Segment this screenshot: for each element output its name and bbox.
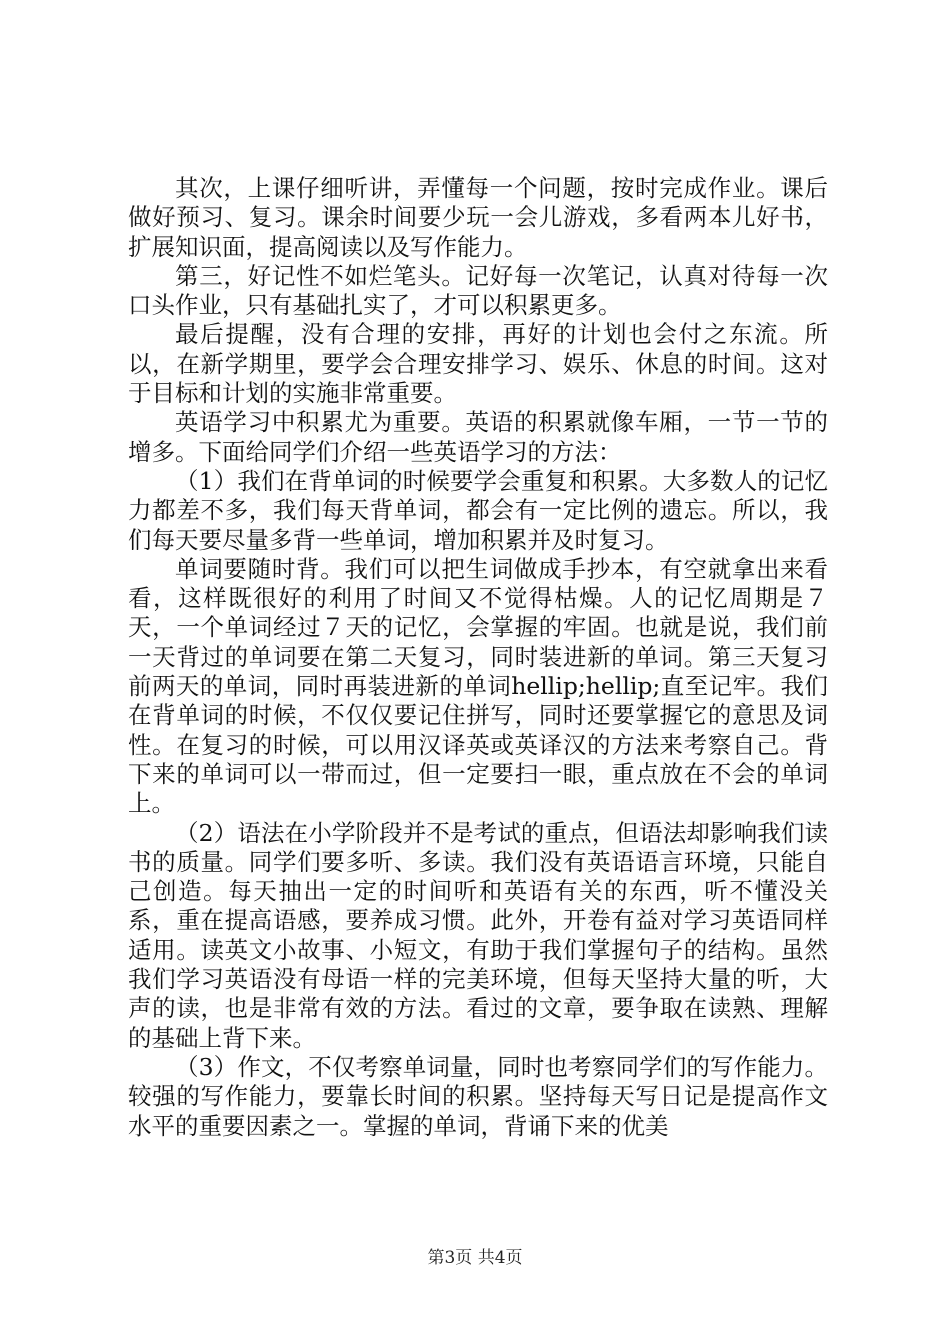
page-footer: 第3页 共4页 [427,1248,523,1268]
paragraph: （1）我们在背单词的时候要学会重复和积累。大多数人的记忆力都差不多，我们每天背单词，都会有一定比例的遗忘。所以，我们每天要尽量多背一些单词，增加积累并及时复习。 [128,466,828,554]
paragraph: 最后提醒，没有合理的安排，再好的计划也会付之东流。所以，在新学期里，要学会合理安排学习、娱乐、休息的时间。这对于目标和计划的实施非常重要。 [128,320,828,408]
paragraph: 第三，好记性不如烂笔头。记好每一次笔记，认真对待每一次口头作业，只有基础扎实了，才可以积累更多。 [128,261,828,320]
body-text [128,174,828,1141]
paragraph: （3）作文，不仅考察单词量，同时也考察同学们的写作能力。较强的写作能力，要靠长时间的积累。坚持每天写日记是提高作文水平的重要因素之一。掌握的单词，背诵下来的优美 [128,1052,828,1140]
paragraph: 其次，上课仔细听讲，弄懂每一个问题，按时完成作业。课后做好预习、复习。课余时间要少玩一会儿游戏，多看两本儿好书，扩展知识面，提高阅读以及写作能力。 [128,174,828,261]
paragraph: （2）语法在小学阶段并不是考试的重点，但语法却影响我们读书的质量。同学们要多听、多读。我们没有英语语言环境，只能自己创造。每天抽出一定的时间听和英语有关的东西，听不懂没关系，重在提高语感，要养成习惯。此外，开卷有益对学习英语同样适用。读英文小故事、小短文，有助于我们掌握句子的结构。虽然我们学习英语没有母语一样的完美环境，但每天坚持大量的听，大声的读，也是非常有效的方法。看过的文章，要争取在读熟、理解的基础上背下来。 [128,818,828,1052]
paragraph: 单词要随时背。我们可以把生词做成手抄本，有空就拿出来看看，这样既很好的利用了时间又不觉得枯燥。人的记忆周期是７天，一个单词经过７天的记忆，会掌握的牢固。也就是说，我们前一天背过的单词要在第二天复习，同时装进新的单词。第三天复习前两天的单词，同时再装进新的单词hellip;hellip;直至记牢。我们在背单词的时候，不仅仅要记住拼写，同时还要掌握它的意思及词性。在复习的时候，可以用汉译英或英译汉的方法来考察自己。背下来的单词可以一带而过，但一定要扫一眼，重点放在不会的单词上。 [128,554,828,818]
paragraph: 英语学习中积累尤为重要。英语的积累就像车厢，一节一节的增多。下面给同学们介绍一些英语学习的方法： [128,408,828,466]
